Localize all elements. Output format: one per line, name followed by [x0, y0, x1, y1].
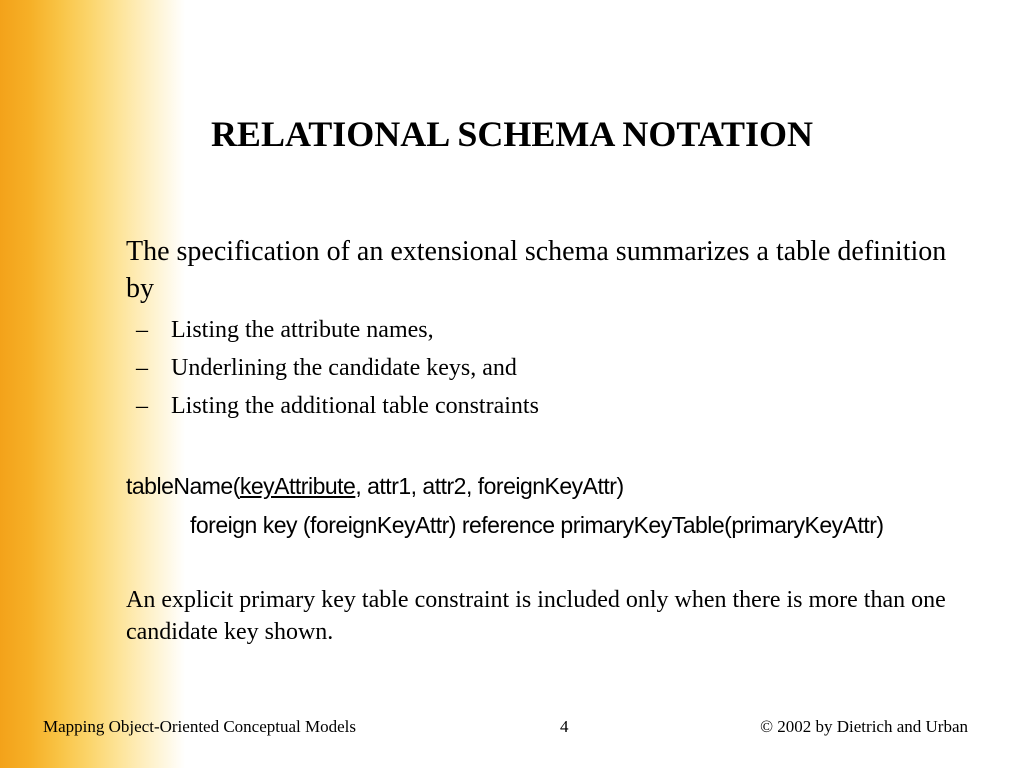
footer-copyright: © 2002 by Dietrich and Urban — [760, 717, 968, 736]
bullet-dash: – — [136, 317, 148, 343]
footer-page-number: 4 — [560, 717, 569, 736]
bullet-item — [126, 311, 956, 349]
bullet-text: Listing the additional table constraints — [171, 393, 539, 419]
bullet-item — [126, 349, 956, 387]
note-paragraph: An explicit primary key table constraint is included only when there is more than one candidate key shown. — [126, 587, 946, 645]
foreign-key-line: foreign key (foreignKeyAttr) reference primaryKeyTable(primaryKeyAttr) — [190, 512, 884, 538]
footer-title: Mapping Object-Oriented Conceptual Models — [43, 717, 357, 736]
bullet-dash: – — [136, 355, 148, 381]
bullet-text: Listing the attribute names, — [171, 317, 434, 343]
bullet-item — [126, 387, 956, 425]
bullet-text: Underlining the candidate keys, and — [171, 355, 517, 381]
schema-prefix: tableName( — [126, 473, 240, 499]
bullet-list — [126, 311, 956, 425]
schema-key-attribute: keyAttribute — [239, 473, 356, 499]
slide-title: RELATIONAL SCHEMA NOTATION — [210, 114, 814, 154]
bullet-dash: – — [136, 393, 148, 419]
schema-notation-line — [126, 471, 624, 501]
schema-rest: , attr1, attr2, foreignKeyAttr) — [355, 473, 624, 499]
intro-paragraph: The specification of an extensional schema summarizes a table definition by — [126, 236, 947, 304]
